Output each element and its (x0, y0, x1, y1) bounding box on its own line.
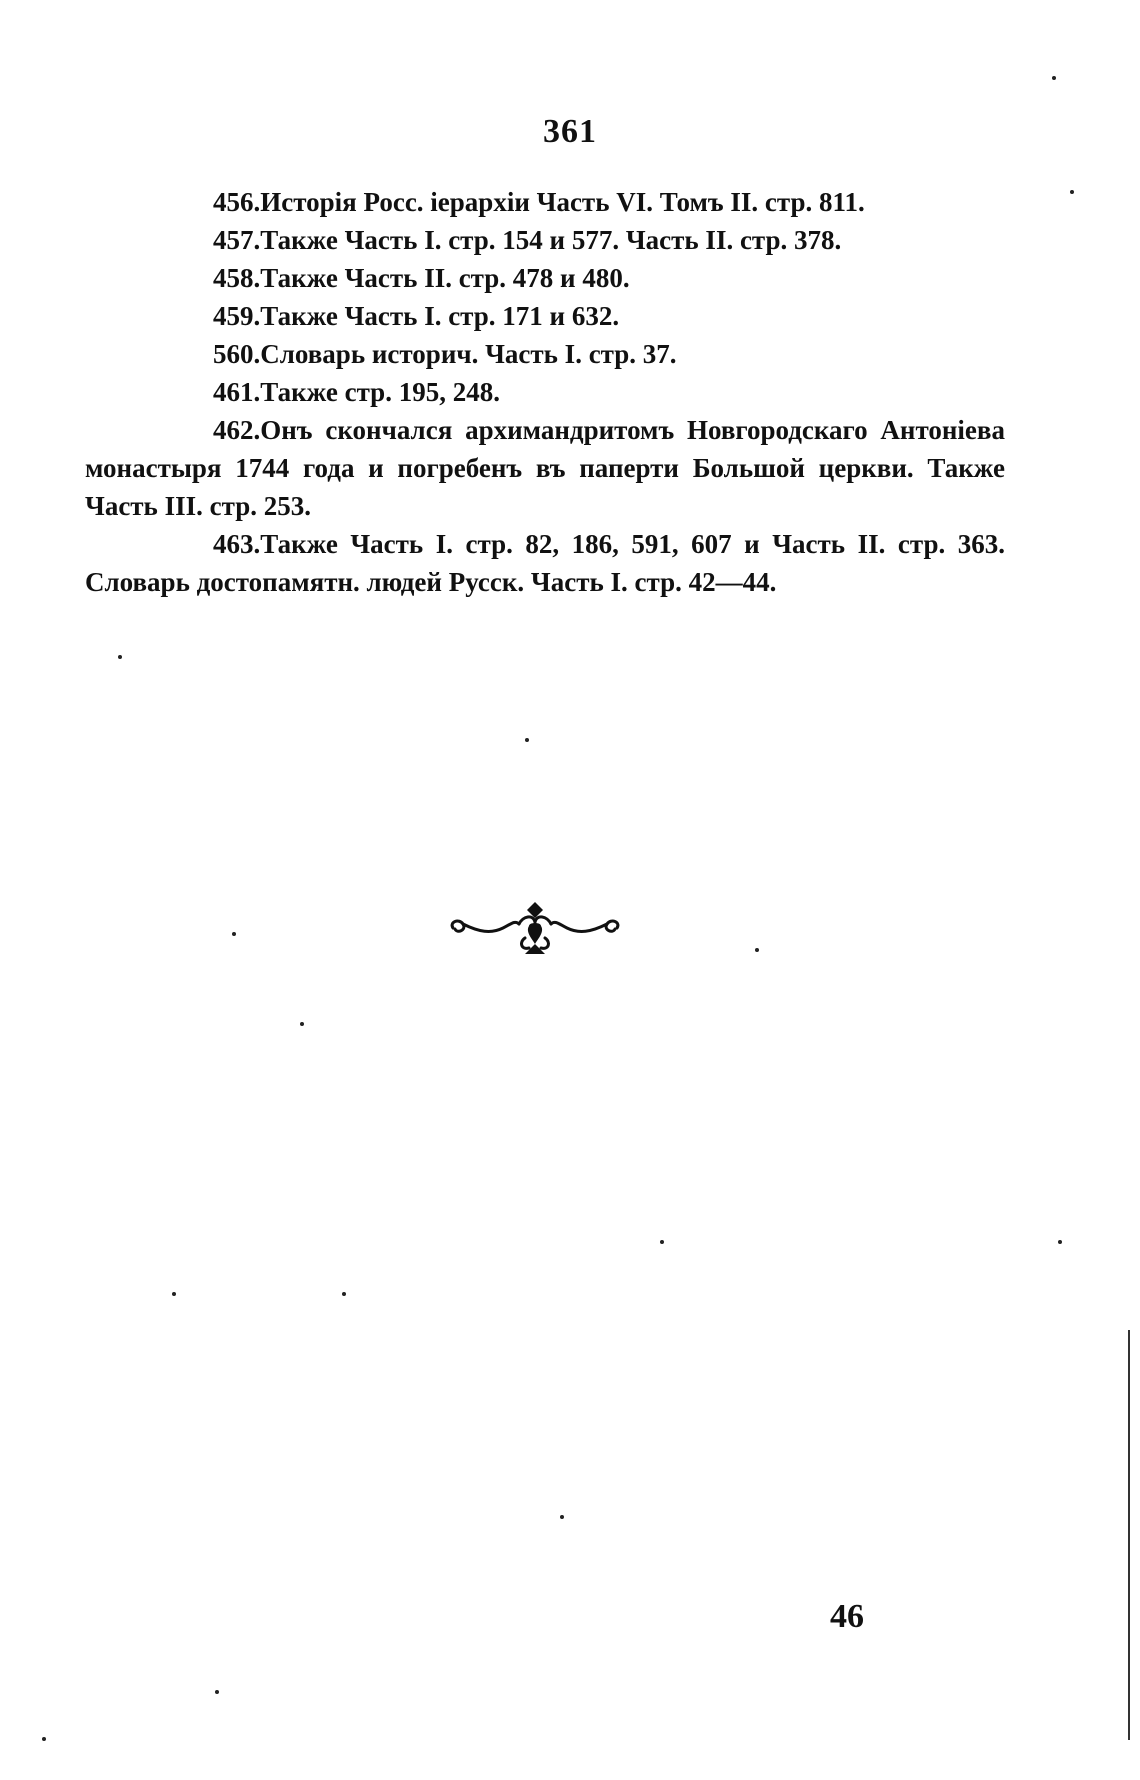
note-number: 459. (213, 301, 261, 331)
note-item (85, 373, 1005, 411)
scan-speck (300, 1022, 304, 1026)
note-text: Онъ скончался архимандритомъ Новгородскаго Антоніева монастыря 1744 года и погребенъ въ паперти Большой церкви. Также Часть III. стр. 253. (85, 415, 1005, 521)
note-item (85, 297, 1005, 335)
note-text: Исторія Росс. іерархіи Часть VI. Томъ II. стр. 811. (260, 187, 865, 217)
note-item (85, 221, 1005, 259)
note-number: 457. (213, 225, 261, 255)
note-number: 462. (213, 415, 261, 445)
note-item (85, 259, 1005, 297)
note-number: 461. (213, 377, 261, 407)
notes-list (85, 183, 1005, 601)
scan-speck (525, 738, 529, 742)
scan-speck (342, 1292, 346, 1296)
note-text: Также Часть I. стр. 82, 186, 591, 607 и Часть II. стр. 363. Словарь достопамятн. людей Русск. Часть I. стр. 42—44. (85, 529, 1005, 597)
note-item (85, 525, 1005, 601)
note-number: 456. (213, 187, 261, 217)
note-text: Также стр. 195, 248. (260, 377, 500, 407)
scan-edge-line (1128, 1330, 1130, 1740)
note-number: 463. (213, 529, 261, 559)
note-text: Также Часть II. стр. 478 и 480. (260, 263, 630, 293)
page-number: 361 (543, 113, 597, 150)
scan-speck (118, 655, 122, 659)
scan-speck (1052, 76, 1056, 80)
scan-speck (660, 1240, 664, 1244)
scan-speck (1058, 1240, 1062, 1244)
note-text: Словарь историч. Часть I. стр. 37. (260, 339, 677, 369)
note-item (85, 411, 1005, 525)
scan-speck (755, 948, 759, 952)
note-text: Также Часть I. стр. 171 и 632. (260, 301, 620, 331)
scan-speck (215, 1690, 219, 1694)
scan-speck (560, 1515, 564, 1519)
note-number: 560. (213, 339, 261, 369)
scan-speck (42, 1737, 46, 1741)
note-text: Также Часть I. стр. 154 и 577. Часть II. стр. 378. (260, 225, 842, 255)
scan-speck (1070, 190, 1074, 194)
note-item (85, 183, 1005, 221)
scan-speck (172, 1292, 176, 1296)
note-number: 458. (213, 263, 261, 293)
floral-ornament-icon (445, 898, 625, 958)
signature-mark: 46 (830, 1598, 864, 1635)
note-item (85, 335, 1005, 373)
scan-speck (232, 932, 236, 936)
